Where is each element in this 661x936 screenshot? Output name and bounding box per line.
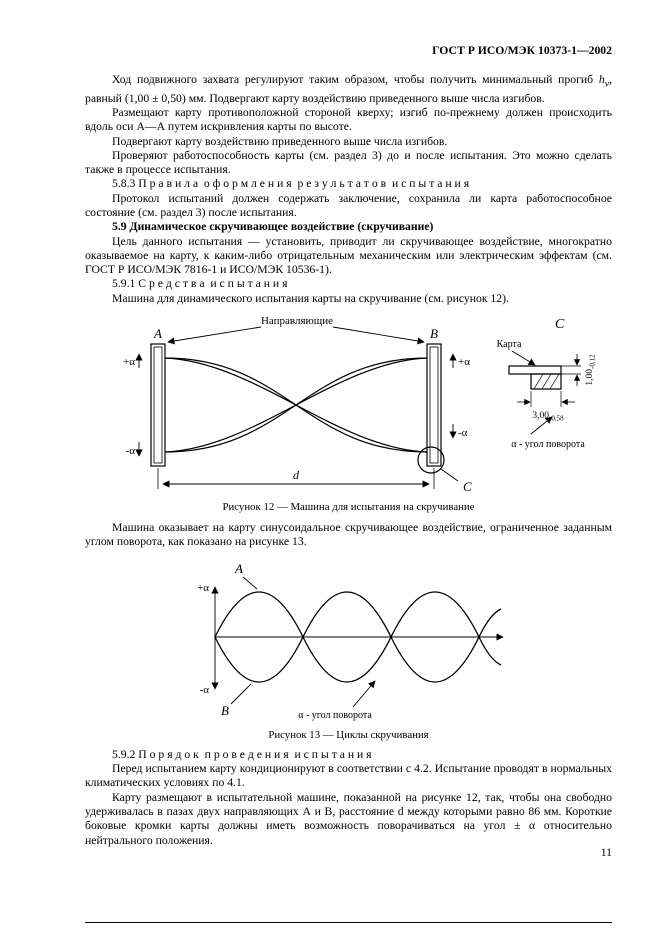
plus-alpha-left-label: +α	[123, 356, 135, 369]
detail-callout-circle	[418, 447, 444, 473]
heading-5-9-2: 5.9.2 П о р я д о к п р о в е д е н и я и с п ы т а н и я	[112, 747, 372, 761]
heading-5-9-1: 5.9.1 С р е д с т в а и с п ы т а н и я	[112, 277, 288, 291]
text-run: Ход подвижного захвата регулируют таким образом, чтобы получить минимальный прогиб	[112, 73, 599, 86]
plus-alpha-right-label: +α	[458, 356, 470, 369]
fig13-labels	[197, 561, 372, 721]
paragraph-grip-adjust	[85, 73, 612, 106]
footer-rule	[85, 922, 612, 923]
detail-ref-label: С	[463, 479, 472, 495]
figure-12-diagram	[111, 310, 611, 495]
alpha-note-label: α - угол поворота	[298, 710, 372, 722]
figure-12-caption: Рисунок 12 — Машина для испытания на скручивание	[222, 501, 475, 514]
paragraph-test-machine: Машина для динамического испытания карты на скручивание (см. рисунок 12).	[112, 291, 509, 305]
page-number: 11	[600, 846, 612, 859]
minus-alpha-left-label: -α	[125, 445, 135, 458]
figure-12	[111, 310, 612, 499]
text-run: , равный (1,00 ± 0,50) мм. Подвергают карту воздействию приведенного выше числа изгибов.	[85, 73, 612, 105]
minus-alpha-right-label: -α	[458, 427, 468, 440]
card-edge-curve	[165, 358, 427, 452]
paragraph-apply-bends: Подвергают карту воздействию приведенного выше числа изгибов.	[112, 134, 448, 148]
document-header-code: ГОСТ Р ИСО/МЭК 10373-1—2002	[432, 44, 612, 57]
guides-label: Направляющие	[260, 315, 334, 328]
heading-5-8-3: 5.8.3 П р а в и л а о ф о р м л е н и я р е з у л ь т а т о в и с п ы т а н и я	[112, 177, 470, 191]
fig12-linework	[139, 327, 581, 489]
card-cross-section	[509, 366, 561, 374]
plus-alpha-label: +α	[197, 582, 209, 595]
figure-13-diagram	[185, 557, 525, 722]
card-label: Карта	[496, 339, 522, 351]
curve-a-label: А	[235, 561, 243, 577]
document-body	[85, 73, 612, 848]
paragraph-sinusoidal-action: Машина оказывает на карту синусоидальное скручивающее воздействие, ограниченное заданным углом поворота, как показано на рисунке 13.	[85, 520, 612, 548]
dim-slot-label: $3,00_{-0,58}$	[532, 411, 564, 423]
dim-d-label: d	[293, 468, 299, 483]
minus-alpha-label: -α	[199, 684, 209, 697]
paragraph-test-report: Протокол испытаний должен содержать заключение, сохранила ли карта работоспособное состояние (см. раздел 3) после испытания.	[85, 191, 612, 219]
curve-b-label: В	[221, 703, 229, 719]
paragraph-conditioning: Перед испытанием карту кондиционируют в соответствии с 4.2. Испытание проводят в нормальных климатических условиях по 4.1.	[85, 762, 612, 790]
figure-13-caption: Рисунок 13 — Циклы скручивания	[268, 728, 429, 741]
dim-thickness-label: $1,00_{-0,12}$	[585, 354, 597, 386]
fig13-linework	[215, 577, 503, 707]
alpha-note-label: α - угол поворота	[511, 439, 585, 451]
paragraph-card-placement: Карту размещают в испытательной машине, показанной на рисунке 12, так, чтобы она свободно удерживалась в пазах двух направляющих А и В, расстояние d между которыми равно 86 мм. Короткие боковые кромки карты должны иметь возможность поворачиваться на угол ± α относительно нейтрального положения.	[85, 790, 612, 847]
rail-a-shape	[151, 344, 165, 466]
rail-a-label: А	[154, 326, 162, 342]
rail-b-label: В	[430, 326, 438, 342]
heading-5-9: 5.9 Динамическое скручивающее воздействие (скручивание)	[112, 220, 434, 234]
detail-title-label: С	[555, 317, 565, 333]
variable-hv: $h_v$	[598, 73, 610, 90]
fig12-labels	[123, 315, 596, 494]
paragraph-check-operability: Проверяют работоспособность карты (см. раздел 3) до и после испытания. Это можно сделать также в процессе испытания.	[85, 148, 612, 177]
figure-13	[185, 557, 612, 726]
paragraph-card-opposite-side: Размещают карту противоположной стороной кверху; изгиб по-прежнему должен происходить вдоль оси А—А путем искривления карты по высоте.	[85, 105, 612, 134]
paragraph-test-purpose: Цель данного испытания — установить, приводит ли скручивающее воздействие, многократно оказываемое на карту, к каким-либо отрицательным механическим или электрическим эффектам (см. ГОСТ Р ИСО/МЭК 7816-1 и ИСО/МЭК 10536-1).	[85, 234, 612, 277]
